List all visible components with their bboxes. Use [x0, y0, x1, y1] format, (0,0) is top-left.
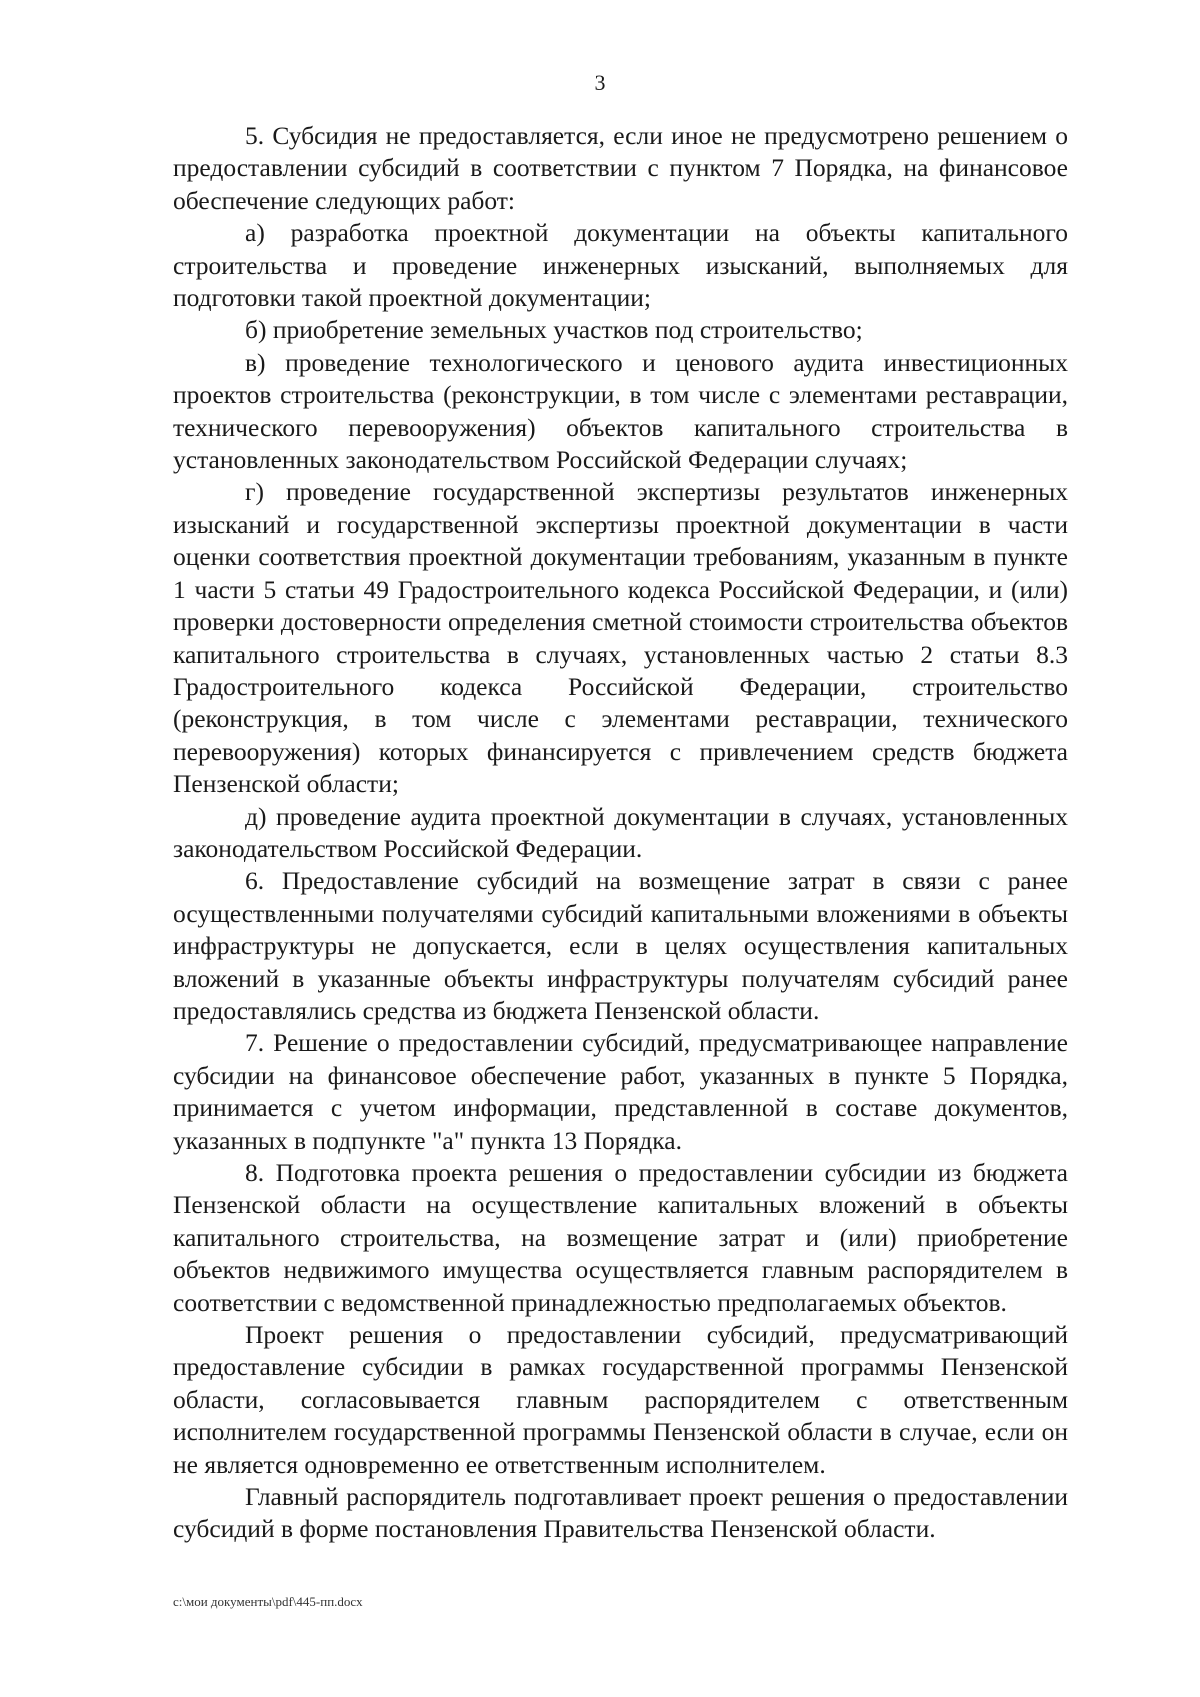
subparagraph-d: д) проведение аудита проектной документации в случаях, установленных законодательством Российской Федерации. [173, 801, 1068, 863]
footer-file-path: c:\мои документы\pdf\445-пп.docx [173, 1594, 363, 1609]
paragraph-6: 6. Предоставление субсидий на возмещение затрат в связи с ранее осуществленными получателями субсидий капитальными вложениями в объекты инфраструктуры не допускается, если в целях осуществления капитальных вложений в указанные объекты инфраструктуры получателям субсидий ранее предоставлялись средства из бюджета Пензенской области. [173, 866, 1068, 1025]
paragraph-7: 7. Решение о предоставлении субсидий, предусматривающее направление субсидии на финансовое обеспечение работ, указанных в пункте 5 Порядка, принимается с учетом информации, представленной в составе документов, указанных в подпункте "а" пункта 13 Порядка. [173, 1028, 1068, 1155]
paragraph-8-part-3: Главный распорядитель подготавливает проект решения о предоставлении субсидий в форме постановления Правительства Пензенской области. [173, 1482, 1068, 1544]
page-number: 3 [594, 70, 606, 95]
subparagraph-a: а) разработка проектной документации на объекты капитального строительства и проведение инженерных изысканий, выполняемых для подготовки такой проектной документации; [173, 218, 1068, 313]
subparagraph-v: в) проведение технологического и ценового аудита инвестиционных проектов строительства (реконструкции, в том числе с элементами реставрации, технического перевооружения) объектов капитального строительства в установленных законодательством Российской Федерации случаях; [173, 347, 1068, 475]
document-body [173, 120, 1068, 1546]
paragraph-8-part-2: Проект решения о предоставлении субсидий, предусматривающий предоставление субсидии в рамках государственной программы Пензенской области, согласовывается главным распорядителем с ответственным исполнителем государственной программы Пензенской области в случае, если он не является одновременно ее ответственным исполнителем. [173, 1320, 1068, 1479]
subparagraph-g: г) проведение государственной экспертизы результатов инженерных изысканий и государственной экспертизы проектной документации в части оценки соответствия проектной документации требованиям, указанным в пункте 1 части 5 статьи 49 Градостроительного кодекса Российской Федерации, и (или) проверки достоверности определения сметной стоимости строительства объектов капитального строительства в случаях, установленных частью 2 статьи 8.3 Градостроительного кодекса Российской Федерации, строительство (реконструкция, в том числе с элементами реставрации, технического перевооружения) которых финансируется с привлечением средств бюджета Пензенской области; [173, 477, 1068, 799]
paragraph-8: 8. Подготовка проекта решения о предоставлении субсидии из бюджета Пензенской области на осуществление капитальных вложений в объекты капитального строительства, на возмещение затрат и (или) приобретение объектов недвижимого имущества осуществляется главным распорядителем в соответствии с ведомственной принадлежностью предполагаемых объектов. [173, 1158, 1068, 1317]
subparagraph-b: б) приобретение земельных участков под строительство; [245, 315, 863, 345]
paragraph-5: 5. Субсидия не предоставляется, если иное не предусмотрено решением о предоставлении субсидий в соответствии с пунктом 7 Порядка, на финансовое обеспечение следующих работ: [173, 121, 1068, 215]
